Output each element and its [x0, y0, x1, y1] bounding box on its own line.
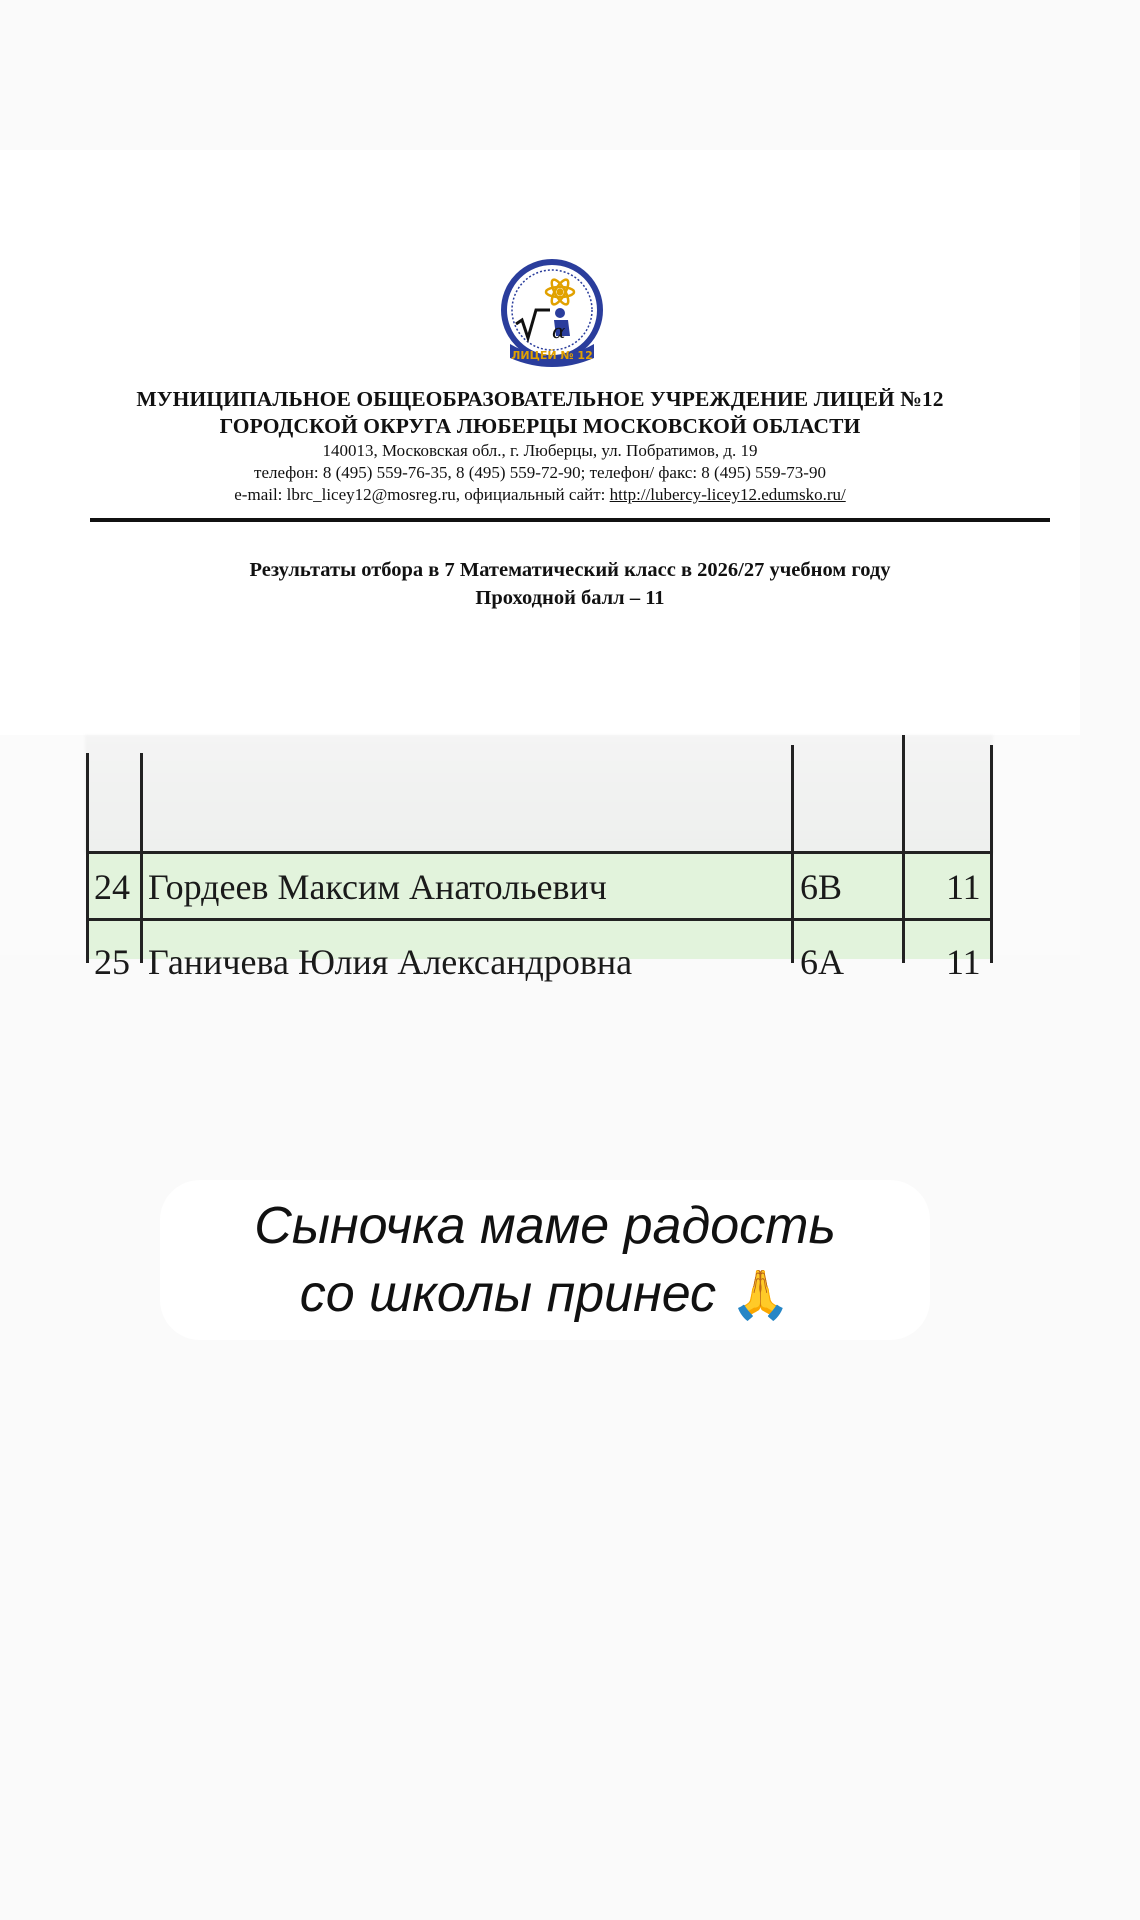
- results-heading: [0, 556, 1140, 612]
- student-class: 6А: [800, 942, 844, 982]
- student-name: Гордеев Максим Анатольевич: [148, 867, 607, 907]
- table-col-divider: [902, 735, 905, 963]
- svg-text:α: α: [552, 319, 566, 343]
- caption-line1: Сыночка маме радость: [254, 1197, 836, 1255]
- org-contacts: [0, 484, 1080, 506]
- logo-text: ЛИЦЕЙ № 12: [511, 349, 593, 362]
- org-email: e-mail: lbrc_licey12@mosreg.ru, официальный сайт:: [234, 485, 610, 504]
- org-address: 140013, Московская обл., г. Люберцы, ул. Побратимов, д. 19: [322, 441, 758, 460]
- table-col-divider: [140, 753, 143, 963]
- table-col-divider: [791, 745, 794, 963]
- caption-line2-text: со школы принес: [299, 1265, 717, 1323]
- passing-score: Проходной балл – 11: [475, 587, 665, 609]
- table-row-border: [86, 918, 993, 921]
- row-number: 24: [94, 867, 130, 907]
- table-row-border: [86, 851, 993, 854]
- org-name-line2: ГОРОДСКОЙ ОКРУГА ЛЮБЕРЦЫ МОСКОВСКОЙ ОБЛАСТИ: [219, 414, 861, 438]
- table-border-right: [990, 745, 993, 963]
- org-phones: телефон: 8 (495) 559-76-35, 8 (495) 559-72-90; телефон/ факс: 8 (495) 559-73-90: [254, 463, 826, 482]
- results-title: Результаты отбора в 7 Математический класс в 2026/27 учебном году: [249, 559, 891, 581]
- student-class: 6В: [800, 867, 843, 907]
- row-number: 25: [94, 942, 130, 982]
- org-site-link[interactable]: http://lubercy-licey12.edumsko.ru/: [609, 485, 846, 504]
- org-name-line1: МУНИЦИПАЛЬНОЕ ОБЩЕОБРАЗОВАТЕЛЬНОЕ УЧРЕЖДЕНИЕ ЛИЦЕЙ №12: [136, 387, 944, 411]
- story-caption: [160, 1180, 930, 1340]
- lyceum-logo: [490, 258, 614, 370]
- table-border-left: [86, 753, 89, 963]
- header-divider: [90, 518, 1050, 522]
- caption-line2: [160, 1260, 930, 1329]
- student-score: 11: [946, 867, 981, 907]
- table-header-blurred: [85, 735, 993, 853]
- document-header: [0, 386, 1080, 506]
- student-name: Ганичева Юлия Александровна: [148, 942, 633, 982]
- student-score: 11: [946, 942, 981, 982]
- praying-hands-icon: 🙏: [730, 1267, 791, 1323]
- results-table-crop: [0, 735, 1080, 982]
